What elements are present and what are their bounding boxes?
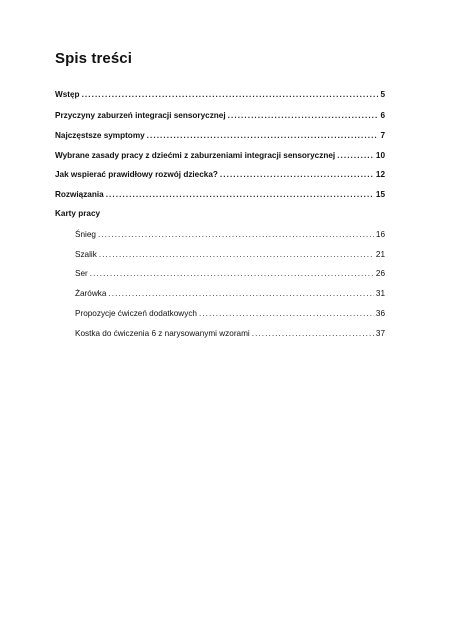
toc-entry-label: Ser xyxy=(75,269,88,278)
toc-entry-label: Wybrane zasady pracy z dziećmi z zaburzeniami integracji sensorycznej xyxy=(55,151,336,160)
dot-leader xyxy=(228,111,379,120)
toc-entry-przyczyny[interactable] xyxy=(55,111,385,120)
dot-leader xyxy=(337,151,374,160)
toc-entry-label: Kostka do ćwiczenia 6 z narysowanymi wzorami xyxy=(75,329,250,338)
toc-subentry-szalik[interactable] xyxy=(75,250,385,259)
dot-leader xyxy=(199,309,374,318)
toc-entry-page: 7 xyxy=(380,131,385,140)
toc-subentry-kostka[interactable] xyxy=(75,329,385,338)
toc-entry-page: 5 xyxy=(380,90,385,99)
toc-section-heading: Karty pracy xyxy=(55,209,101,218)
dot-leader xyxy=(82,90,379,99)
toc-entry-page: 15 xyxy=(375,190,385,199)
dot-leader xyxy=(220,170,374,179)
toc-entry-page: 21 xyxy=(375,250,385,259)
dot-leader xyxy=(99,250,374,259)
toc-entry-page: 12 xyxy=(375,170,385,179)
dot-leader xyxy=(98,230,374,239)
toc-entry-page: 10 xyxy=(375,151,385,160)
toc-entry-label: Jak wspierać prawidłowy rozwój dziecka? xyxy=(55,170,218,179)
toc-entry-rozwiazania[interactable] xyxy=(55,190,385,199)
toc-entry-label: Szalik xyxy=(75,250,97,259)
dot-leader xyxy=(147,131,379,140)
toc-entry-symptomy[interactable] xyxy=(55,131,385,140)
toc-entry-label: Śnieg xyxy=(75,230,96,239)
toc-entry-label: Wstęp xyxy=(55,90,80,99)
toc-subentry-ser[interactable] xyxy=(75,269,385,278)
toc-entry-page: 6 xyxy=(380,111,385,120)
toc-entry-label: Rozwiązania xyxy=(55,190,104,199)
toc-entry-label: Najczęstsze symptomy xyxy=(55,131,145,140)
toc-subentry-zarowka[interactable] xyxy=(75,289,385,298)
toc-subentry-cwiczenia-dodatkowe[interactable] xyxy=(75,309,385,318)
toc-entry-wstep[interactable] xyxy=(55,90,385,99)
dot-leader xyxy=(252,329,374,338)
dot-leader xyxy=(90,269,374,278)
page-title: Spis treści xyxy=(55,50,132,67)
toc-entry-label: Żarówka xyxy=(75,289,107,298)
toc-entry-label: Propozycje ćwiczeń dodatkowych xyxy=(75,309,197,318)
dot-leader xyxy=(106,190,374,199)
toc-entry-zasady-pracy[interactable] xyxy=(55,151,385,160)
toc-subentry-snieg[interactable] xyxy=(75,230,385,239)
toc-entry-rozwoj[interactable] xyxy=(55,170,385,179)
toc-entry-page: 26 xyxy=(375,269,385,278)
toc-entry-page: 37 xyxy=(375,329,385,338)
toc-entry-page: 36 xyxy=(375,309,385,318)
dot-leader xyxy=(108,289,373,298)
toc-entry-label: Przyczyny zaburzeń integracji sensorycznej xyxy=(55,111,226,120)
toc-entry-page: 16 xyxy=(375,230,385,239)
toc-entry-page: 31 xyxy=(375,289,385,298)
